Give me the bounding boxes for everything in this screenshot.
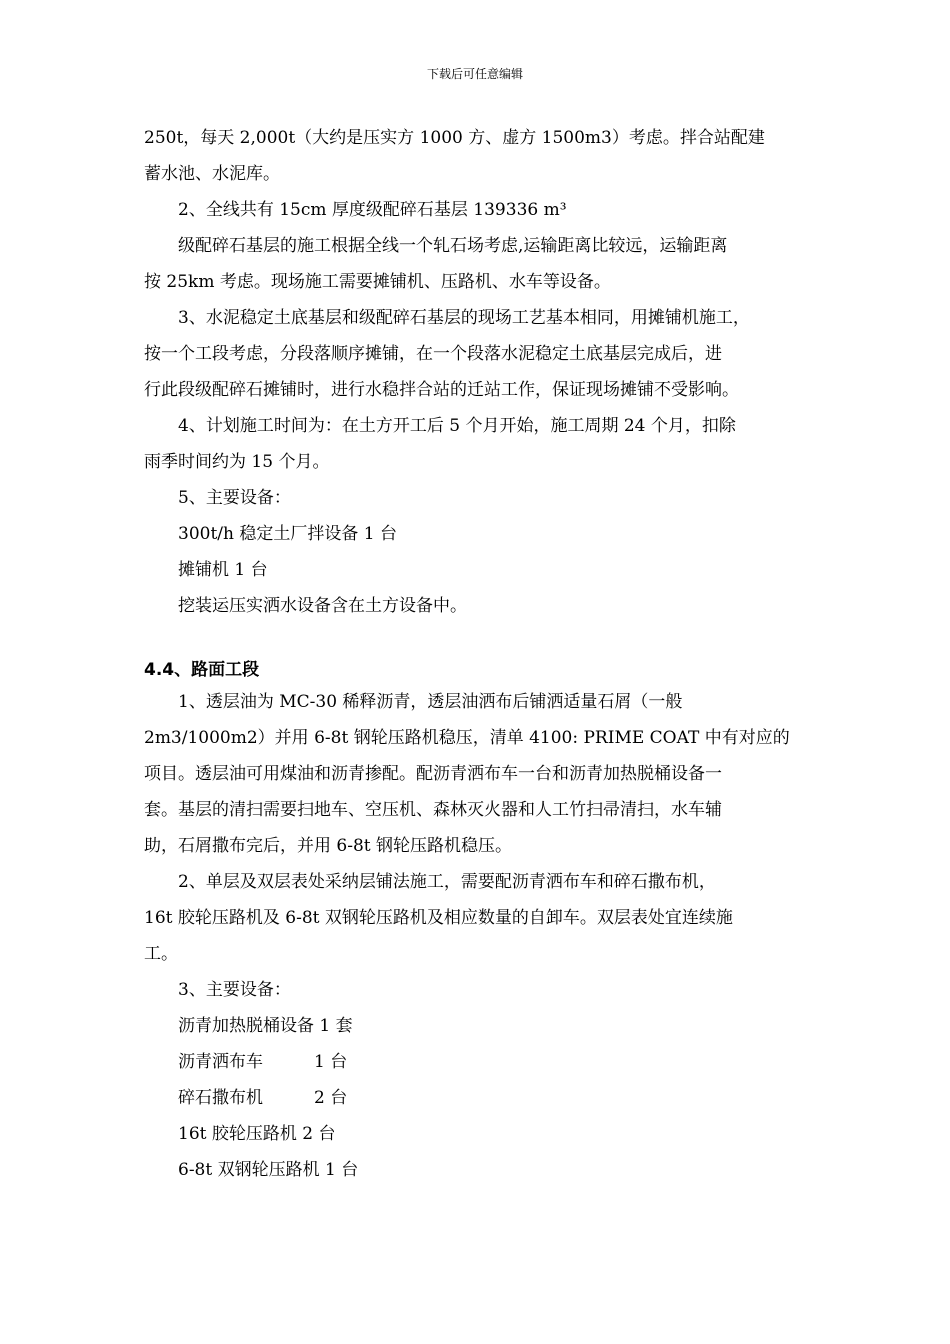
text-line: 250t，每天 2,000t（大约是压实方 1000 方、虚方 1500m3）考虑。拌合站配建 bbox=[144, 128, 765, 148]
equipment-item bbox=[144, 1048, 808, 1084]
equipment-qty: 2 台 bbox=[314, 1088, 348, 1108]
equipment-item bbox=[144, 1120, 808, 1156]
equipment-name: 6-8t 双钢轮压路机 1 台 bbox=[178, 1160, 359, 1180]
equipment-name: 沥青洒布车 bbox=[178, 1052, 263, 1072]
equipment-name: 沥青加热脱桶设备 1 套 bbox=[178, 1016, 353, 1036]
text-line: 2m3/1000m2）并用 6-8t 钢轮压路机稳压，清单 4100: PRIME COAT 中有对应的 bbox=[144, 728, 790, 748]
text-line: 蓄水池、水泥库。 bbox=[144, 164, 280, 184]
equipment-item bbox=[144, 1084, 808, 1120]
text-line: 行此段级配碎石摊铺时，进行水稳拌合站的迁站工作，保证现场摊铺不受影响。 bbox=[144, 380, 739, 400]
equipment-item bbox=[144, 1156, 808, 1192]
text-line: 雨季时间约为 15 个月。 bbox=[144, 452, 330, 472]
text-line: 挖装运压实洒水设备含在土方设备中。 bbox=[178, 596, 467, 616]
text-line: 2、全线共有 15cm 厚度级配碎石基层 139336 m³ bbox=[178, 200, 567, 220]
text-line: 16t 胶轮压路机及 6-8t 双钢轮压路机及相应数量的自卸车。双层表处宜连续施 bbox=[144, 908, 733, 928]
text-line: 2、单层及双层表处采纳层铺法施工，需要配沥青洒布车和碎石撒布机， bbox=[178, 872, 716, 892]
text-line: 1、透层油为 MC-30 稀释沥青，透层油洒布后铺洒适量石屑（一般 bbox=[178, 692, 683, 712]
equipment-name: 碎石撒布机 bbox=[178, 1088, 263, 1108]
equipment-item bbox=[144, 1012, 808, 1048]
text-line: 助，石屑撒布完后，并用 6-8t 钢轮压路机稳压。 bbox=[144, 836, 513, 856]
text-line: 摊铺机 1 台 bbox=[178, 560, 268, 580]
text-line: 套。基层的清扫需要扫地车、空压机、森林灭火器和人工竹扫帚清扫，水车辅 bbox=[144, 800, 722, 820]
section-heading: 4.4、路面工段 bbox=[144, 660, 260, 680]
page-header: 下载后可任意编辑 bbox=[426, 67, 523, 81]
text-line: 300t/h 稳定土厂拌设备 1 台 bbox=[178, 524, 397, 544]
text-line: 按 25km 考虑。现场施工需要摊铺机、压路机、水车等设备。 bbox=[144, 272, 611, 292]
document-body bbox=[144, 124, 808, 1192]
text-line: 按一个工段考虑，分段落顺序摊铺，在一个段落水泥稳定土底基层完成后，进 bbox=[144, 344, 722, 364]
text-line: 3、主要设备： bbox=[178, 980, 291, 1000]
equipment-name: 16t 胶轮压路机 2 台 bbox=[178, 1124, 336, 1144]
text-line: 4、计划施工时间为：在土方开工后 5 个月开始，施工周期 24 个月，扣除 bbox=[178, 416, 736, 436]
text-line: 工。 bbox=[144, 944, 178, 964]
equipment-qty: 1 台 bbox=[314, 1052, 348, 1072]
text-line: 项目。透层油可用煤油和沥青掺配。配沥青洒布车一台和沥青加热脱桶设备一 bbox=[144, 764, 722, 784]
text-line: 级配碎石基层的施工根据全线一个轧石场考虑,运输距离比较远，运输距离 bbox=[178, 236, 728, 256]
text-line: 5、主要设备： bbox=[178, 488, 291, 508]
text-line: 3、水泥稳定土底基层和级配碎石基层的现场工艺基本相同，用摊铺机施工， bbox=[178, 308, 750, 328]
section-gap bbox=[144, 628, 808, 656]
